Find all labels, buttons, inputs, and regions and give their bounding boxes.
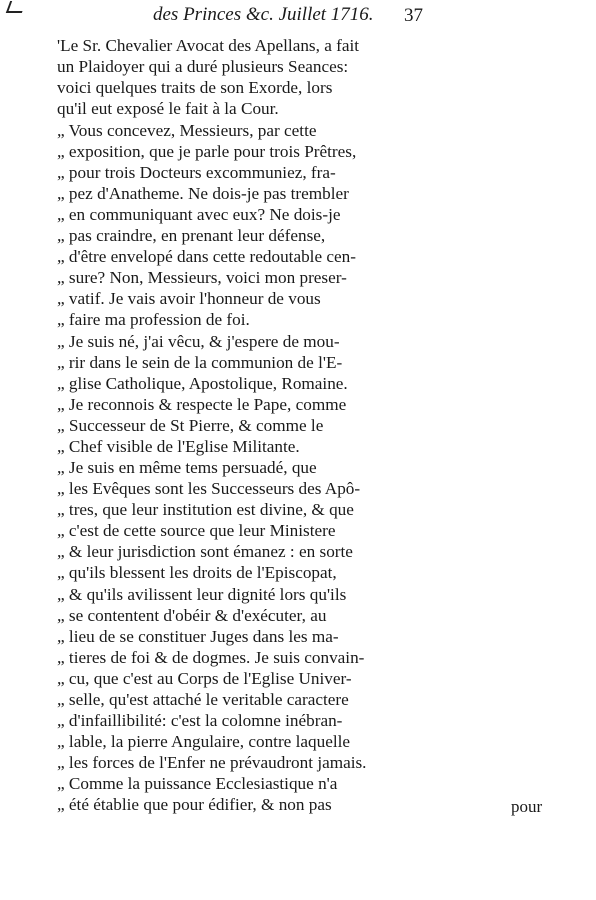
text-line: „ pour trois Docteurs excommuniez, fra- (57, 163, 336, 182)
text-line: „ Comme la puissance Ecclesiastique n'a (57, 774, 338, 793)
text-line: „ les Evêques sont les Successeurs des Apô- (57, 479, 361, 498)
text-line: „ pas craindre, en prenant leur défense, (57, 226, 326, 245)
text-line: „ pez d'Anatheme. Ne dois-je pas trembler (57, 184, 349, 203)
page-corner-mark (6, 1, 26, 13)
text-line: voici quelques traits de son Exorde, lors (57, 78, 333, 97)
text-line: „ qu'ils blessent les droits de l'Episcopat, (57, 563, 337, 582)
text-line: „ lieu de se constituer Juges dans les ma- (57, 627, 339, 646)
text-line: „ d'être envelopé dans cette redoutable cen- (57, 247, 356, 266)
text-line: „ glise Catholique, Apostolique, Romaine. (57, 374, 348, 393)
text-line: 'Le Sr. Chevalier Avocat des Apellans, a fait (57, 36, 360, 55)
text-line: „ & leur jurisdiction sont émanez : en sorte (57, 542, 353, 561)
text-line: „ Vous concevez, Messieurs, par cette (57, 121, 317, 140)
text-line: „ se contentent d'obéir & d'exécuter, au (57, 606, 327, 625)
text-line: „ en communiquant avec eux? Ne dois-je (57, 205, 341, 224)
text-line: un Plaidoyer qui a duré plusieurs Seances: (57, 57, 349, 76)
text-line: „ rir dans le sein de la communion de l'E- (57, 353, 343, 372)
text-line: „ Je suis en même tems persuadé, que (57, 458, 317, 477)
text-line: „ tres, que leur institution est divine, & que (57, 500, 354, 519)
running-head-title: des Princes &c. Juillet 1716. (153, 4, 374, 25)
running-head (0, 1, 596, 37)
text-line: „ lable, la pierre Angulaire, contre laquelle (57, 732, 351, 751)
page-number: 37 (404, 5, 423, 26)
text-line: „ cu, que c'est au Corps de l'Eglise Univer- (57, 669, 352, 688)
text-line: „ selle, qu'est attaché le veritable caractere (57, 690, 349, 709)
text-line: „ d'infaillibilité: c'est la colomne inébran- (57, 711, 343, 730)
text-line: „ Je suis né, j'ai vêcu, & j'espere de mou- (57, 332, 340, 351)
text-line: „ c'est de cette source que leur Ministere (57, 521, 336, 540)
text-line: „ & qu'ils avilissent leur dignité lors qu'ils (57, 585, 347, 604)
text-line: „ faire ma profession de foi. (57, 310, 250, 329)
text-line: „ sure? Non, Messieurs, voici mon preser- (57, 268, 347, 287)
text-line: „ les forces de l'Enfer ne prévaudront jamais. (57, 753, 367, 772)
text-line: qu'il eut exposé le fait à la Cour. (57, 99, 279, 118)
text-line: „ Successeur de St Pierre, & comme le (57, 416, 324, 435)
text-line: „ exposition, que je parle pour trois Prêtres, (57, 142, 357, 161)
text-line: „ tieres de foi & de dogmes. Je suis convain- (57, 648, 365, 667)
text-line: „ été établie que pour édifier, & non pas (57, 795, 332, 814)
text-line: „ vatif. Je vais avoir l'honneur de vous (57, 289, 321, 308)
text-line: „ Chef visible de l'Eglise Militante. (57, 437, 300, 456)
text-line: „ Je reconnois & respecte le Pape, comme (57, 395, 347, 414)
catchword: pour (511, 797, 543, 816)
